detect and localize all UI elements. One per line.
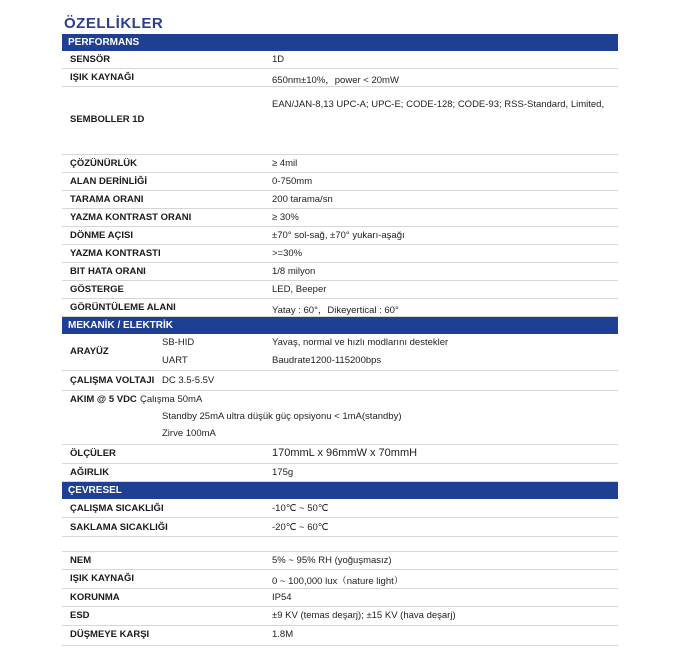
spec-row-voltage: [62, 371, 618, 391]
spec-label: ÖLÇÜLER: [70, 448, 116, 459]
spec-row-protection: [62, 589, 618, 607]
spec-row-resolution: [62, 155, 618, 173]
spec-row-ambient-light: [62, 570, 618, 589]
spec-value: 175g: [272, 467, 294, 478]
spec-label: ÇÖZÜNÜRLÜK: [70, 158, 138, 169]
section-performance: PERFORMANS: [62, 34, 618, 51]
spec-value: ≥ 4mil: [272, 158, 298, 169]
spacer-row: [62, 537, 618, 552]
spec-row-bit-error: [62, 263, 618, 281]
spec-label: YAZMA KONTRAST ORANI: [70, 212, 192, 223]
interface-uart: UART: [162, 355, 188, 366]
spec-row-symbologies: [62, 87, 618, 155]
spec-row-light-source: [62, 69, 618, 87]
spec-value: Yatay : 60°，Dikeyertical : 60°: [272, 305, 399, 316]
spec-value: >=30%: [272, 248, 303, 259]
spec-label: SAKLAMA SICAKLIĞI: [70, 522, 168, 533]
spec-row-interface: [62, 334, 618, 371]
spec-value: 1D: [272, 54, 285, 65]
spec-value: 1.8M: [272, 629, 294, 640]
current-working: Çalışma 50mA: [140, 394, 203, 405]
spec-value: 170mmL x 96mmW x 70mmH: [272, 447, 418, 459]
spec-row-weight: [62, 464, 618, 482]
spec-value: -10℃ ~ 50℃: [272, 503, 329, 514]
spec-label: AĞIRLIK: [70, 467, 110, 478]
spec-row-scan-rate: [62, 191, 618, 209]
spec-value: 5% ~ 95% RH (yoğuşmasız): [272, 555, 392, 566]
current-peak: Zirve 100mA: [162, 428, 216, 439]
spec-row-contrast-ratio: [62, 209, 618, 227]
spec-value: DC 3.5-5.5V: [162, 375, 215, 386]
spec-label: ESD: [70, 610, 90, 621]
spec-row-operating-temp: [62, 499, 618, 518]
section-mechanical: MEKANİK / ELEKTRİK: [62, 317, 618, 334]
spec-label: SENSÖR: [70, 54, 111, 65]
spec-label: SEMBOLLER 1D: [70, 114, 145, 125]
spec-value: ±70° sol-sağ, ±70° yukarı-aşağı: [272, 230, 405, 241]
current-standby: Standby 25mA ultra düşük güç opsiyonu < 1mA(standby): [162, 411, 402, 422]
spec-row-drop: [62, 626, 618, 646]
spec-value: LED, Beeper: [272, 284, 327, 295]
section-environmental: ÇEVRESEL: [62, 482, 618, 499]
spec-value: 1/8 milyon: [272, 266, 316, 277]
spec-label: ÇALIŞMA VOLTAJI: [70, 375, 155, 386]
spec-value: -20℃ ~ 60℃: [272, 522, 329, 533]
spec-label: GÖRÜNTÜLEME ALANI: [70, 302, 176, 313]
spec-label: AKIM @ 5 VDC: [70, 394, 137, 405]
spec-label: ALAN DERİNLİĞİ: [70, 176, 148, 187]
interface-uart-value: Baudrate1200-115200bps: [272, 355, 382, 366]
spec-label: IŞIK KAYNAĞI: [70, 573, 135, 584]
spec-label: GÖSTERGE: [70, 284, 124, 295]
spec-row-depth: [62, 173, 618, 191]
spec-label: ARAYÜZ: [70, 346, 109, 357]
spec-label: IŞIK KAYNAĞI: [70, 72, 135, 83]
spec-label: TARAMA ORANI: [70, 194, 144, 205]
spec-value: IP54: [272, 592, 292, 603]
spec-label: YAZMA KONTRASTI: [70, 248, 161, 259]
spec-sheet: [62, 14, 618, 646]
spec-value: 200 tarama/sn: [272, 194, 333, 205]
spec-row-humidity: [62, 552, 618, 570]
interface-usb: SB-HID: [162, 337, 195, 348]
spec-value: 0 ~ 100,000 lux（nature light）: [272, 576, 404, 587]
spec-row-indicator: [62, 281, 618, 299]
spec-label: KORUNMA: [70, 592, 120, 603]
spec-label: DÖNME AÇISI: [70, 230, 133, 241]
spec-row-print-contrast: [62, 245, 618, 263]
spec-label: ÇALIŞMA SICAKLIĞI: [70, 503, 164, 514]
spec-value: 650nm±10%，power < 20mW: [272, 75, 399, 86]
spec-label: DÜŞMEYE KARŞI: [70, 629, 150, 640]
spec-value: EAN/JAN-8,13 UPC-A; UPC-E; CODE-128; CODE-93; RSS-Standard, Limited,: [272, 99, 605, 110]
spec-value: 0-750mm: [272, 176, 313, 187]
spec-row-rotation: [62, 227, 618, 245]
spec-row-storage-temp: [62, 518, 618, 537]
spec-value: ≥ 30%: [272, 212, 299, 223]
spec-row-dimensions: [62, 445, 618, 464]
spec-row-sensor: [62, 51, 618, 69]
spec-label: BIT HATA ORANI: [70, 266, 146, 277]
spec-value: ±9 KV (temas deşarj); ±15 KV (hava deşarj): [272, 610, 456, 621]
spec-row-esd: [62, 607, 618, 626]
page-title: ÖZELLİKLER: [64, 15, 164, 32]
spec-row-current: [62, 391, 618, 445]
spec-label: NEM: [70, 555, 92, 566]
spec-row-field-of-view: [62, 299, 618, 317]
interface-usb-value: Yavaş, normal ve hızlı modlarını destekler: [272, 337, 449, 348]
